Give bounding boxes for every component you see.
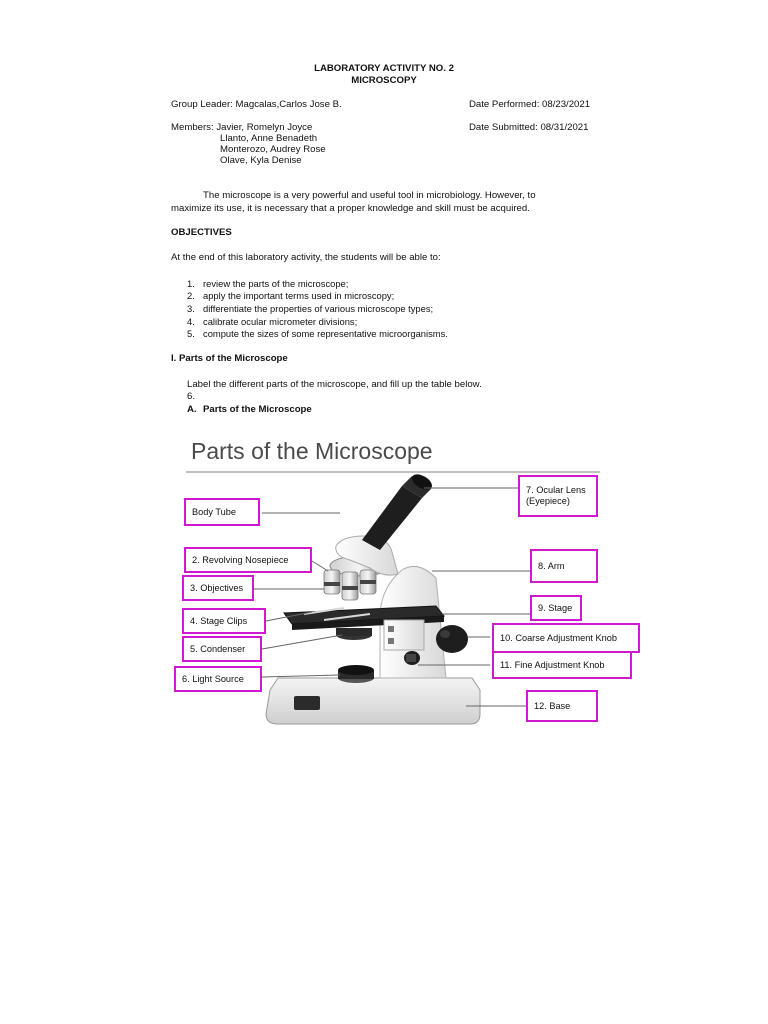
label-stage-clips: 4. Stage Clips — [182, 608, 266, 634]
objectives-lead: At the end of this laboratory activity, the students will be able to: — [171, 252, 441, 263]
sub-heading: A. Parts of the Microscope — [187, 404, 312, 415]
intro-line: maximize its use, it is necessary that a proper knowledge and skill must be acquired. — [171, 203, 530, 214]
label-body-tube: Body Tube — [184, 498, 260, 526]
list-item: 5. compute the sizes of some representative microorganisms. — [187, 328, 448, 339]
list-item: 1. review the parts of the microscope; — [187, 278, 349, 289]
label-condenser: 5. Condenser — [182, 636, 262, 662]
members-label: Members: Javier, Romelyn Joyce — [171, 122, 313, 133]
objectives-heading: OBJECTIVES — [171, 227, 232, 238]
stray-number: 6. — [187, 391, 196, 402]
label-coarse-adjustment-knob: 10. Coarse Adjustment Knob — [492, 623, 640, 653]
list-item: 4. calibrate ocular micrometer divisions; — [187, 316, 358, 327]
list-item: 2. apply the important terms used in microscopy; — [187, 290, 395, 301]
member-name: Monterozo, Audrey Rose — [220, 144, 326, 155]
intro-line: The microscope is a very powerful and useful tool in microbiology. However, to — [203, 190, 536, 201]
member-name: Llanto, Anne Benadeth — [220, 133, 318, 144]
figure-title: Parts of the Microscope — [191, 438, 433, 464]
member-name: Olave, Kyla Denise — [220, 155, 302, 166]
group-leader: Group Leader: Magcalas,Carlos Jose B. — [171, 99, 342, 110]
label-revolving-nosepiece: 2. Revolving Nosepiece — [184, 547, 312, 573]
label-stage: 9. Stage — [530, 595, 582, 621]
list-item: 3. differentiate the properties of various microscope types; — [187, 303, 434, 314]
microscope-figure — [174, 428, 617, 750]
label-fine-adjustment-knob: 11. Fine Adjustment Knob — [492, 651, 632, 679]
section-instruction: Label the different parts of the microscope, and fill up the table below. — [187, 379, 482, 390]
date-submitted: Date Submitted: 08/31/2021 — [469, 122, 589, 133]
label-light-source: 6. Light Source — [174, 666, 262, 692]
activity-subtitle: MICROSCOPY — [351, 75, 417, 86]
label-objectives: 3. Objectives — [182, 575, 254, 601]
date-performed: Date Performed: 08/23/2021 — [469, 99, 591, 110]
label-base: 12. Base — [526, 690, 598, 722]
activity-title: LABORATORY ACTIVITY NO. 2 — [314, 63, 454, 74]
label-ocular-lens: 7. Ocular Lens (Eyepiece) — [518, 475, 598, 517]
section-heading: I. Parts of the Microscope — [171, 353, 288, 364]
label-arm: 8. Arm — [530, 549, 598, 583]
